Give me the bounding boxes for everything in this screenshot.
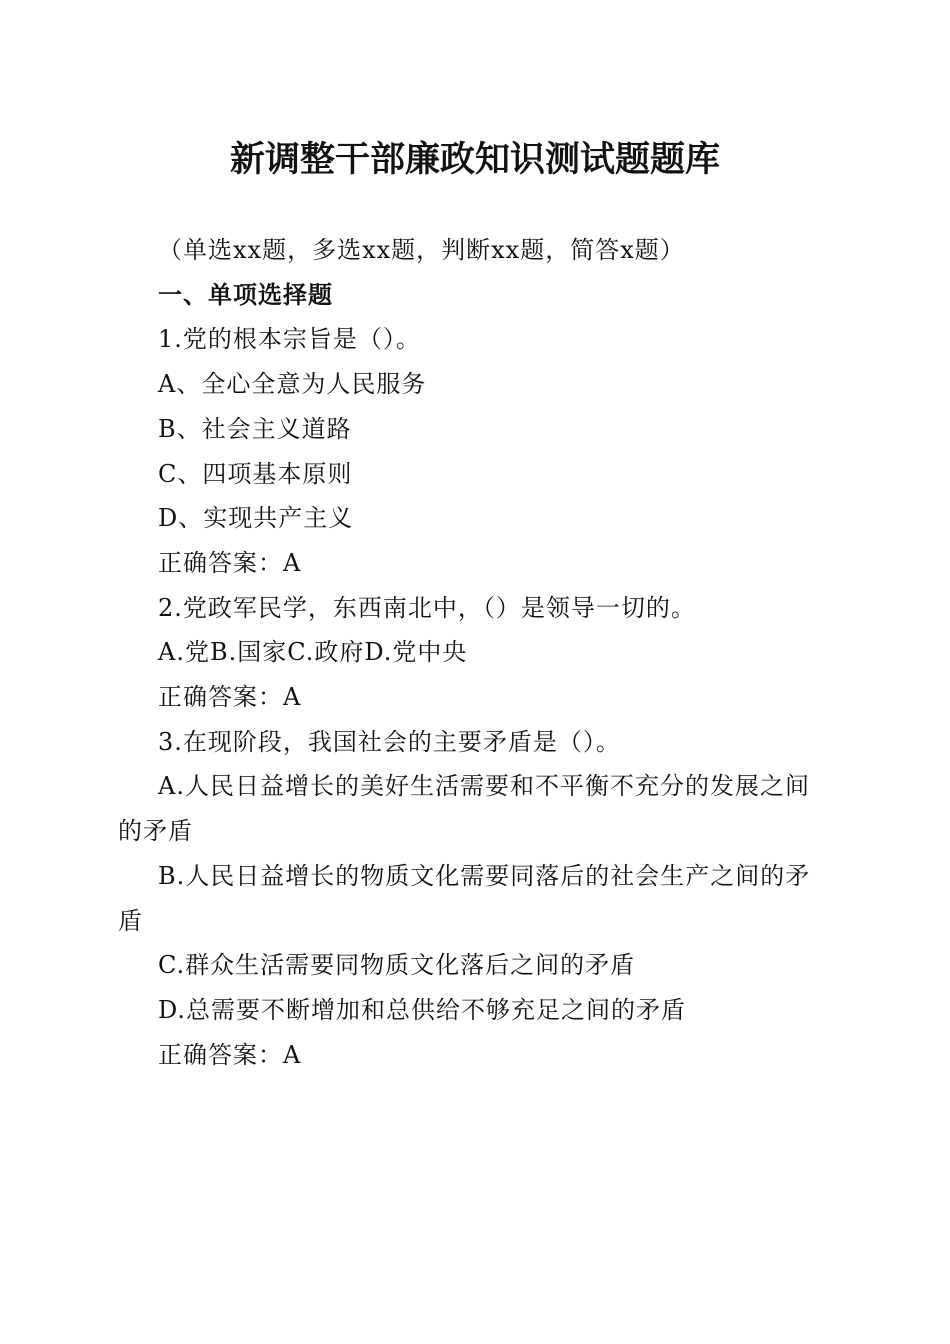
correct-answer: 正确答案：A [158, 683, 302, 712]
document-title: 新调整干部廉政知识测试题题库 [229, 139, 720, 180]
question-option: B.人民日益增长的物质文化需要同落后的社会生产之间的矛盾 [118, 861, 811, 935]
question-option: A.人民日益增长的美好生活需要和不平衡不充分的发展之间的矛盾 [118, 772, 810, 846]
question-option: D、实现共产主义 [158, 504, 354, 533]
question-option: C、四项基本原则 [158, 459, 353, 488]
question-option: C.群众生活需要同物质文化落后之间的矛盾 [158, 951, 636, 980]
document-body [118, 228, 830, 1077]
question-stem: 1.党的根本宗旨是（）。 [158, 325, 421, 354]
question-count-intro: （单选xx题，多选xx题，判断xx题，简答x题） [158, 236, 685, 264]
correct-answer: 正确答案：A [158, 548, 302, 577]
section-heading: 一、单项选择题 [158, 280, 333, 309]
question-stem: 3.在现阶段，我国社会的主要矛盾是（）。 [158, 727, 621, 756]
question-option: A.党B.国家C.政府D.党中央 [158, 638, 468, 667]
question-option: A、全心全意为人民服务 [158, 370, 427, 399]
question-stem: 2.党政军民学，东西南北中，（）是领导一切的。 [158, 593, 696, 622]
correct-answer: 正确答案：A [158, 1040, 302, 1069]
question-option: D.总需要不断增加和总供给不够充足之间的矛盾 [158, 995, 687, 1024]
question-option: B、社会主义道路 [158, 414, 352, 443]
